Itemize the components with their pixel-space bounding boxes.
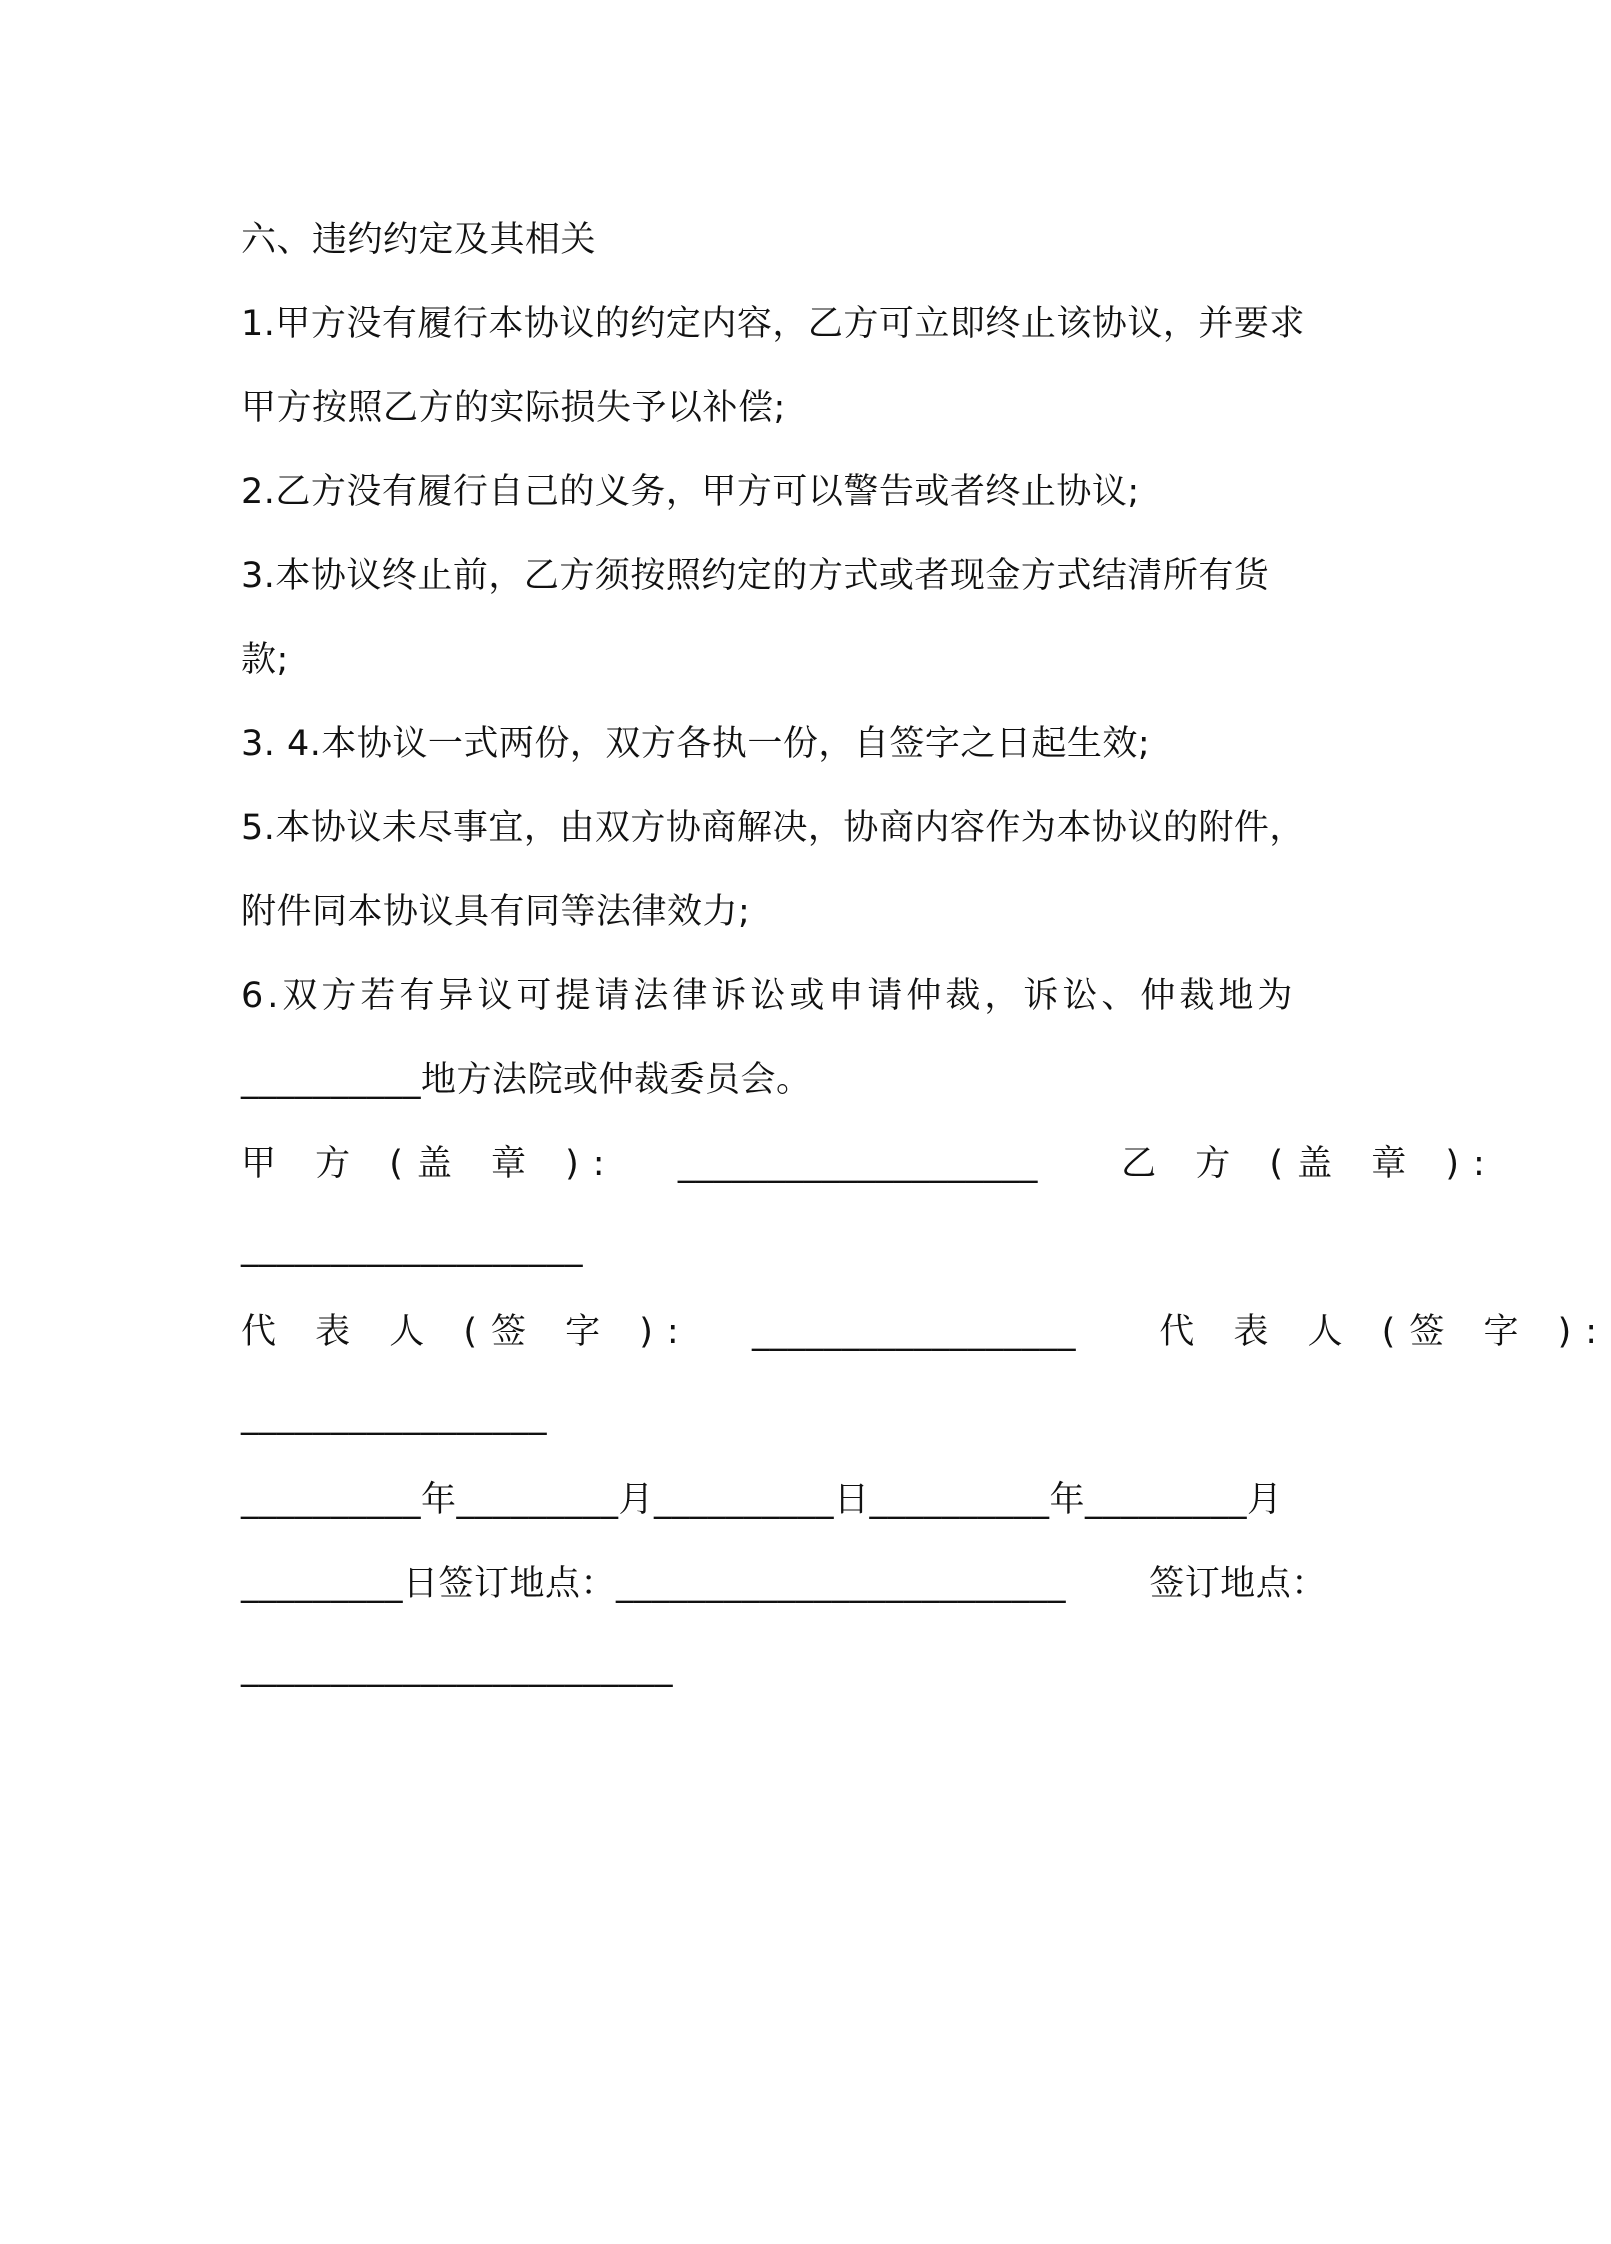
date-line: __________年_________月__________日__________年_________月 — [241, 1480, 1283, 1520]
clause-line: 附件同本协议具有同等法律效力; — [241, 892, 751, 932]
place-b-label: 签订地点： — [1149, 1564, 1327, 1604]
section-heading: 六、违约约定及其相关 — [241, 220, 597, 260]
party-a-seal-label: 甲 方 (盖 章 ): — [241, 1144, 619, 1184]
representative-row — [241, 1290, 1611, 1374]
clause-line: __________地方法院或仲裁委员会。 — [241, 1060, 812, 1100]
party-a-seal-blank: ____________________ — [677, 1144, 1038, 1184]
party-seal-row — [241, 1122, 1499, 1206]
place-a: _________日签订地点：_________________________ — [241, 1564, 1067, 1604]
clause-line: 3. 4.本协议一式两份，双方各执一份，自签字之日起生效; — [241, 724, 1151, 764]
document-body — [241, 198, 1611, 1710]
place-b-blank: ________________________ — [241, 1648, 673, 1688]
rep-b-label: 代 表 人 (签 字 ): — [1159, 1312, 1611, 1352]
signing-place-row — [241, 1542, 1361, 1626]
party-b-seal-blank: ___________________ — [241, 1228, 583, 1268]
rep-a-blank: __________________ — [752, 1312, 1077, 1352]
clause-line: 2.乙方没有履行自己的义务，甲方可以警告或者终止协议; — [241, 472, 1140, 512]
rep-b-blank: _________________ — [241, 1396, 547, 1436]
clause-line: 款; — [241, 640, 289, 680]
clause-line: 甲方按照乙方的实际损失予以补偿; — [241, 388, 786, 428]
clause-line: 6.双方若有异议可提请法律诉讼或申请仲裁，诉讼、仲裁地为 — [241, 976, 1297, 1016]
clause-line: 5.本协议未尽事宜，由双方协商解决，协商内容作为本协议的附件， — [241, 808, 1305, 848]
clause-line: 3.本协议终止前，乙方须按照约定的方式或者现金方式结清所有货 — [241, 556, 1270, 596]
party-b-seal-label: 乙 方 (盖 章 ): — [1121, 1144, 1499, 1184]
clause-line: 1.甲方没有履行本协议的约定内容，乙方可立即终止该协议，并要求 — [241, 304, 1305, 344]
rep-a-label: 代 表 人 (签 字 ): — [241, 1312, 693, 1352]
